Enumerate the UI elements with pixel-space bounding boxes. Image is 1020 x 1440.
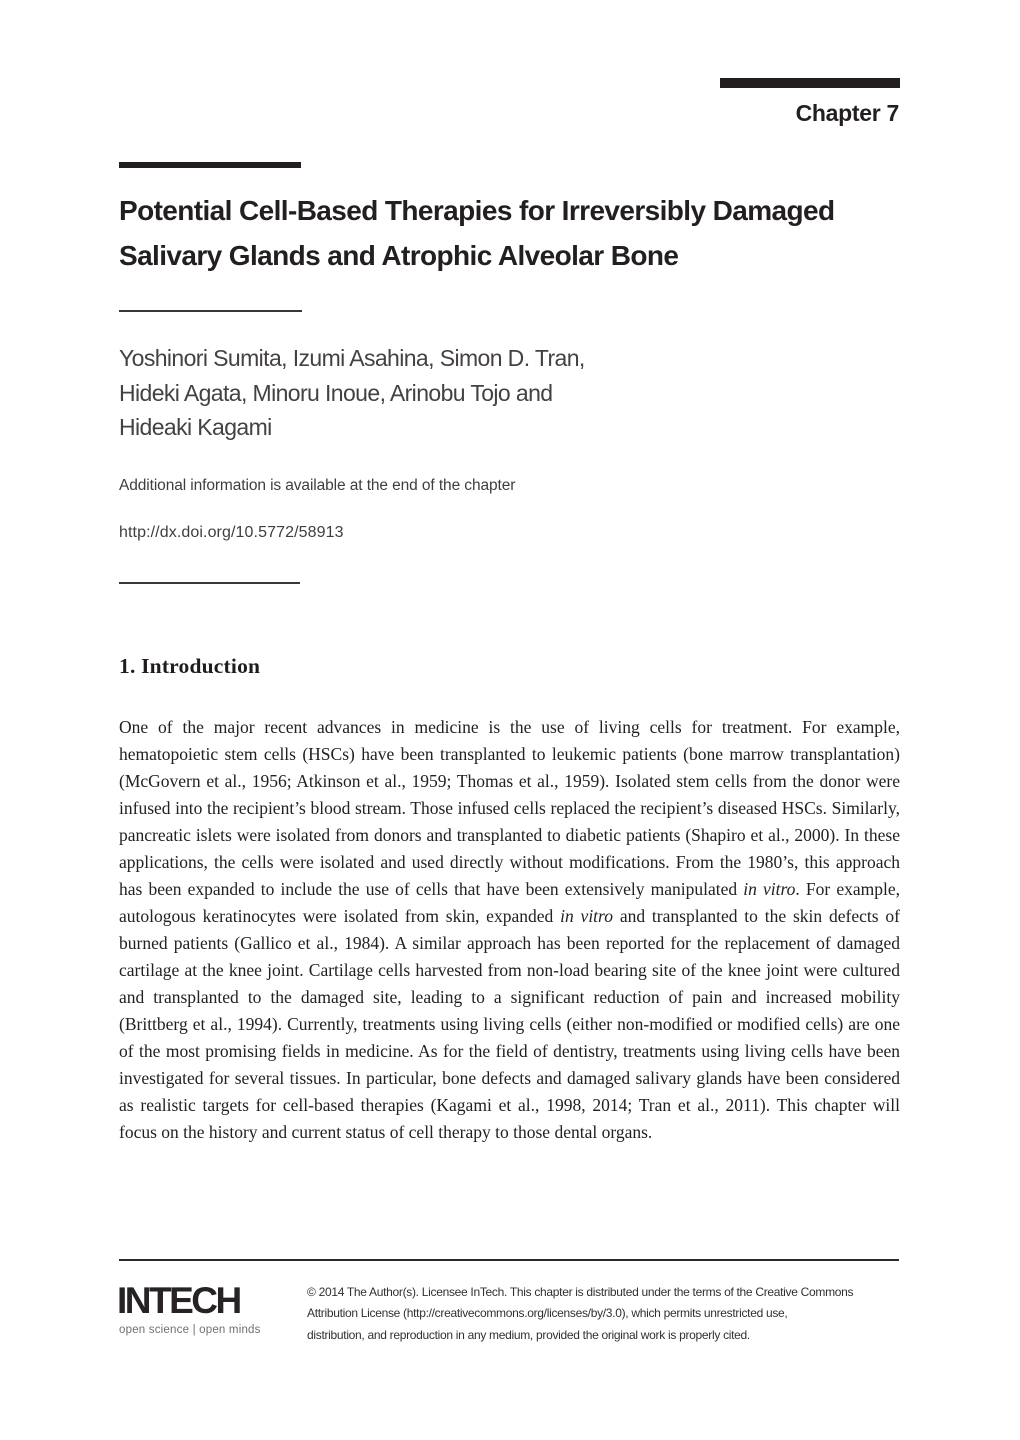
chapter-label: Chapter 7 [795,100,899,126]
chapter-title [119,188,999,278]
introduction-heading: 1. Introduction [119,654,261,678]
additional-info-note: Additional information is available at the end of the chapter [119,477,516,494]
authors-line-1: Yoshinori Sumita, Izumi Asahina, Simon D. Tran, [119,345,585,371]
license-text [307,1282,907,1346]
doi-link[interactable]: http://dx.doi.org/10.5772/58913 [119,524,344,541]
authors-line-2: Hideki Agata, Minoru Inoue, Arinobu Tojo and [119,379,553,406]
license-line-3: distribution, and reproduction in any medium, provided the original work is properly cited. [307,1327,750,1342]
chapter-header-bar [720,78,900,88]
authors-block [119,341,585,445]
authors-divider-rule [119,310,302,312]
footer-divider-rule [119,1259,899,1261]
license-line-1: © 2014 The Author(s). Licensee InTech. This chapter is distributed under the terms of the Creative Commons [307,1285,854,1299]
introduction-paragraph: One of the major recent advances in medicine is the use of living cells for treatment. For example, hematopoietic stem cells (HSCs) have been transplanted to leukemic patients (bone marrow transplantation) (McGovern et al., 1956; Atkinson et al., 1959; Thomas et al., 1959). Isolated stem cells from the donor were infused into the recipient’s blood stream. Those infused cells replaced the recipient’s diseased HSCs. Similarly, pancreatic islets were isolated from donors and transplanted to diabetic patients (Shapiro et al., 2000). In these applications, the cells were isolated and used directly without modifications. From the 1980’s, this approach has been expanded to include the use of cells that have been extensively manipulated in vitro. For example, autologous keratinocytes were isolated from skin, expanded in vitro and transplanted to the skin defects of burned patients (Gallico et al., 1984). A similar approach has been reported for the replacement of damaged cartilage at the knee joint. Cartilage cells harvested from non-load bearing site of the knee joint were cultured and transplanted to the damaged site, leading to a significant reduction of pain and increased mobility (Brittberg et al., 1994). Currently, treatments using living cells (either non-modified or modified cells) are one of the most promising fields in medicine. As for the field of dentistry, treatments using living cells have been investigated for several tissues. In particular, bone defects and damaged salivary glands have been considered as realistic targets for cell-based therapies (Kagami et al., 1998, 2014; Tran et al., 2011). This chapter will focus on the history and current status of cell therapy to those dental organs. [119,717,901,1142]
title-accent-bar [119,162,301,168]
chapter-title-line-2: Salivary Glands and Atrophic Alveolar Bone [119,240,679,271]
doi-divider-rule [119,582,300,584]
chapter-title-line-1: Potential Cell-Based Therapies for Irreversibly Damaged [119,195,835,226]
license-line-2: Attribution License (http://creativecommons.org/licenses/by/3.0), which permits unrestricted use, [307,1306,788,1321]
authors-line-3: Hideaki Kagami [119,414,272,440]
intech-logo-tagline: open science | open minds [119,1324,261,1336]
intech-logo: INTECH [117,1280,240,1321]
